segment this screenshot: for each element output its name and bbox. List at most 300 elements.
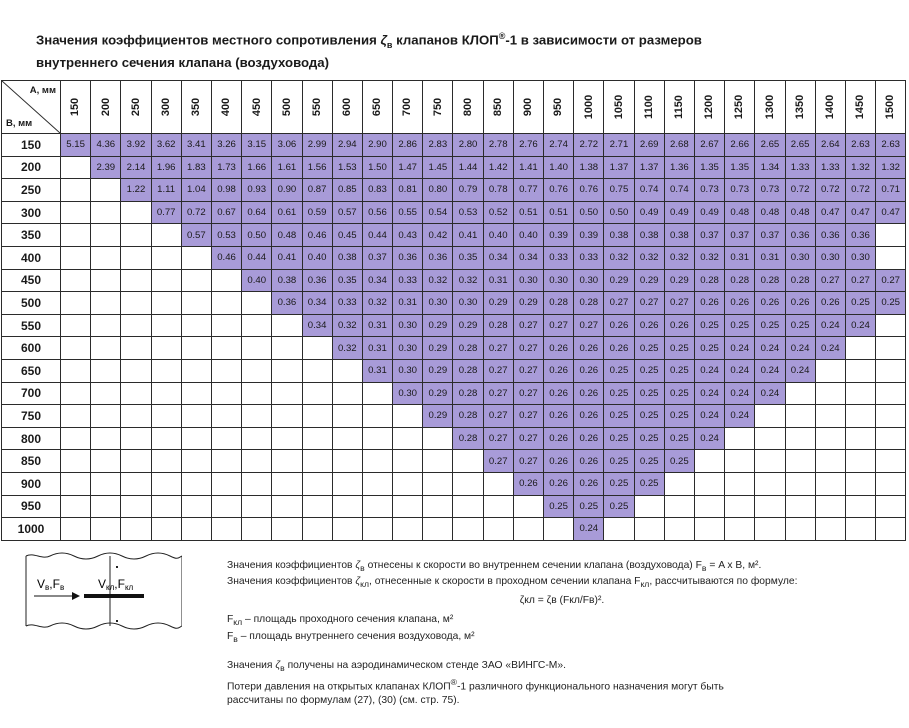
- value-cell: 0.24: [785, 359, 815, 382]
- empty-cell: [61, 382, 91, 405]
- empty-cell: [845, 337, 875, 360]
- column-header: [604, 81, 634, 134]
- value-cell: 1.56: [302, 156, 332, 179]
- empty-cell: [755, 495, 785, 518]
- value-cell: 0.30: [845, 246, 875, 269]
- empty-cell: [362, 382, 392, 405]
- value-cell: 1.53: [332, 156, 362, 179]
- column-header-label: 650: [371, 97, 384, 117]
- empty-cell: [61, 472, 91, 495]
- value-cell: 1.73: [211, 156, 241, 179]
- value-cell: 0.51: [544, 201, 574, 224]
- value-cell: 1.40: [544, 156, 574, 179]
- empty-cell: [362, 472, 392, 495]
- empty-cell: [151, 450, 181, 473]
- empty-cell: [362, 495, 392, 518]
- value-cell: 0.30: [423, 292, 453, 315]
- empty-cell: [121, 314, 151, 337]
- column-header: [151, 81, 181, 134]
- empty-cell: [302, 450, 332, 473]
- value-cell: 0.37: [755, 224, 785, 247]
- value-cell: 0.25: [785, 314, 815, 337]
- table-row: [2, 405, 906, 428]
- table-row: [2, 427, 906, 450]
- note-paragraph: Потери давления на открытых клапанах КЛОП®-1 различного функционального назначения могут быть: [227, 676, 724, 693]
- empty-cell: [393, 427, 423, 450]
- empty-cell: [393, 472, 423, 495]
- value-cell: 0.40: [483, 224, 513, 247]
- value-cell: 0.43: [393, 224, 423, 247]
- column-header: [272, 81, 302, 134]
- value-cell: 0.48: [785, 201, 815, 224]
- value-cell: 0.27: [513, 337, 543, 360]
- value-cell: 0.28: [785, 269, 815, 292]
- value-cell: 0.71: [876, 179, 906, 202]
- duct-top-wall: [26, 553, 182, 559]
- empty-cell: [876, 246, 906, 269]
- column-axis-label: А, мм: [29, 85, 56, 96]
- row-header: 900: [2, 472, 61, 495]
- value-cell: 0.31: [362, 314, 392, 337]
- empty-cell: [242, 314, 272, 337]
- value-cell: 0.57: [332, 201, 362, 224]
- column-header-label: 1250: [733, 94, 746, 120]
- definition-fkl: $F_{кл}$ – площадь проходного сечения клапана, м²: [227, 614, 454, 628]
- value-cell: 0.25: [664, 337, 694, 360]
- empty-cell: [242, 472, 272, 495]
- empty-cell: [845, 382, 875, 405]
- empty-cell: [815, 359, 845, 382]
- empty-cell: [302, 518, 332, 541]
- value-cell: 0.25: [694, 337, 724, 360]
- row-header: 1000: [2, 518, 61, 541]
- value-cell: 0.28: [453, 427, 483, 450]
- empty-cell: [61, 450, 91, 473]
- empty-cell: [91, 450, 121, 473]
- column-header: [725, 81, 755, 134]
- value-cell: 4.36: [91, 134, 121, 157]
- empty-cell: [513, 518, 543, 541]
- empty-cell: [151, 405, 181, 428]
- empty-cell: [181, 269, 211, 292]
- value-cell: 0.30: [393, 359, 423, 382]
- value-cell: 0.26: [513, 472, 543, 495]
- table-row: [2, 269, 906, 292]
- value-cell: 0.37: [694, 224, 724, 247]
- value-cell: 0.34: [302, 314, 332, 337]
- row-axis-label: В, мм: [6, 118, 33, 129]
- empty-cell: [242, 405, 272, 428]
- value-cell: 1.38: [574, 156, 604, 179]
- empty-cell: [302, 472, 332, 495]
- empty-cell: [272, 382, 302, 405]
- value-cell: 0.80: [423, 179, 453, 202]
- valve-schematic: [24, 550, 182, 632]
- value-cell: 1.33: [815, 156, 845, 179]
- empty-cell: [544, 518, 574, 541]
- value-cell: 0.24: [574, 518, 604, 541]
- value-cell: 0.39: [574, 224, 604, 247]
- value-cell: 0.26: [544, 337, 574, 360]
- empty-cell: [513, 495, 543, 518]
- empty-cell: [393, 495, 423, 518]
- value-cell: 0.42: [423, 224, 453, 247]
- empty-cell: [393, 405, 423, 428]
- empty-cell: [242, 495, 272, 518]
- value-cell: 0.25: [604, 427, 634, 450]
- value-cell: 0.44: [362, 224, 392, 247]
- column-header-label: 1200: [703, 94, 716, 120]
- value-cell: 0.25: [664, 450, 694, 473]
- empty-cell: [242, 292, 272, 315]
- value-cell: 0.25: [755, 314, 785, 337]
- value-cell: 0.26: [544, 382, 574, 405]
- value-cell: 1.34: [755, 156, 785, 179]
- empty-cell: [91, 246, 121, 269]
- value-cell: 0.85: [332, 179, 362, 202]
- marker-dot-icon: [116, 620, 118, 622]
- empty-cell: [725, 495, 755, 518]
- value-cell: 1.11: [151, 179, 181, 202]
- value-cell: 0.27: [604, 292, 634, 315]
- column-header: [362, 81, 392, 134]
- empty-cell: [755, 450, 785, 473]
- row-header: 450: [2, 269, 61, 292]
- row-header: 700: [2, 382, 61, 405]
- value-cell: 0.26: [604, 337, 634, 360]
- value-cell: 0.25: [634, 405, 664, 428]
- empty-cell: [242, 427, 272, 450]
- table-corner-cell: [2, 81, 61, 134]
- value-cell: 0.73: [755, 179, 785, 202]
- column-header-label: 1300: [763, 94, 776, 120]
- empty-cell: [211, 427, 241, 450]
- valve-label: Vкл,Fкл: [98, 577, 134, 592]
- empty-cell: [755, 472, 785, 495]
- empty-cell: [211, 405, 241, 428]
- value-cell: 1.37: [634, 156, 664, 179]
- empty-cell: [181, 314, 211, 337]
- value-cell: 0.25: [574, 495, 604, 518]
- value-cell: 2.72: [574, 134, 604, 157]
- empty-cell: [483, 495, 513, 518]
- table-row: [2, 201, 906, 224]
- empty-cell: [332, 495, 362, 518]
- empty-cell: [332, 359, 362, 382]
- empty-cell: [151, 518, 181, 541]
- value-cell: 0.33: [574, 246, 604, 269]
- empty-cell: [845, 359, 875, 382]
- empty-cell: [755, 405, 785, 428]
- empty-cell: [91, 518, 121, 541]
- empty-cell: [272, 427, 302, 450]
- value-cell: 0.25: [876, 292, 906, 315]
- value-cell: 0.61: [272, 201, 302, 224]
- empty-cell: [604, 518, 634, 541]
- value-cell: 0.78: [483, 179, 513, 202]
- empty-cell: [453, 472, 483, 495]
- value-cell: 0.26: [544, 450, 574, 473]
- value-cell: 0.72: [845, 179, 875, 202]
- value-cell: 0.27: [483, 337, 513, 360]
- value-cell: 0.36: [785, 224, 815, 247]
- empty-cell: [815, 495, 845, 518]
- value-cell: 1.32: [876, 156, 906, 179]
- value-cell: 0.31: [483, 269, 513, 292]
- empty-cell: [876, 472, 906, 495]
- column-header-label: 1450: [854, 94, 867, 120]
- empty-cell: [876, 518, 906, 541]
- empty-cell: [242, 382, 272, 405]
- table-row: [2, 382, 906, 405]
- marker-dot-icon: [116, 566, 118, 568]
- empty-cell: [423, 518, 453, 541]
- empty-cell: [151, 292, 181, 315]
- value-cell: 0.34: [362, 269, 392, 292]
- empty-cell: [181, 472, 211, 495]
- empty-cell: [121, 292, 151, 315]
- value-cell: 2.14: [121, 156, 151, 179]
- value-cell: 0.76: [574, 179, 604, 202]
- value-cell: 1.45: [423, 156, 453, 179]
- empty-cell: [664, 472, 694, 495]
- empty-cell: [91, 405, 121, 428]
- value-cell: 0.32: [634, 246, 664, 269]
- column-header-label: 150: [69, 97, 82, 117]
- value-cell: 0.28: [453, 405, 483, 428]
- note-paragraph: Значения $\zeta_в$ получены на аэродинамическом стенде ЗАО «ВИНГС-М».: [227, 660, 566, 674]
- table-row: [2, 495, 906, 518]
- empty-cell: [272, 314, 302, 337]
- empty-cell: [121, 450, 151, 473]
- value-cell: 0.25: [664, 405, 694, 428]
- value-cell: 0.25: [664, 427, 694, 450]
- empty-cell: [785, 472, 815, 495]
- empty-cell: [91, 292, 121, 315]
- value-cell: 2.63: [845, 134, 875, 157]
- value-cell: 0.32: [604, 246, 634, 269]
- column-header-label: 1050: [612, 94, 625, 120]
- value-cell: 0.28: [725, 269, 755, 292]
- value-cell: 0.74: [634, 179, 664, 202]
- value-cell: 0.29: [604, 269, 634, 292]
- value-cell: 2.64: [815, 134, 845, 157]
- column-header: [423, 81, 453, 134]
- value-cell: 0.37: [362, 246, 392, 269]
- empty-cell: [362, 405, 392, 428]
- empty-cell: [876, 337, 906, 360]
- column-header: [694, 81, 724, 134]
- column-header: [513, 81, 543, 134]
- value-cell: 0.27: [483, 382, 513, 405]
- value-cell: 0.29: [634, 269, 664, 292]
- value-cell: 0.40: [513, 224, 543, 247]
- empty-cell: [121, 246, 151, 269]
- value-cell: 0.87: [302, 179, 332, 202]
- column-header: [302, 81, 332, 134]
- value-cell: 0.28: [755, 269, 785, 292]
- value-cell: 1.61: [272, 156, 302, 179]
- value-cell: 0.47: [876, 201, 906, 224]
- empty-cell: [181, 246, 211, 269]
- value-cell: 0.25: [604, 472, 634, 495]
- column-header: [61, 81, 91, 134]
- value-cell: 0.25: [544, 495, 574, 518]
- empty-cell: [755, 427, 785, 450]
- value-cell: 0.29: [664, 269, 694, 292]
- column-header-label: 400: [220, 97, 233, 117]
- row-header: 250: [2, 179, 61, 202]
- row-header: 500: [2, 292, 61, 315]
- empty-cell: [181, 427, 211, 450]
- column-header: [242, 81, 272, 134]
- empty-cell: [362, 450, 392, 473]
- empty-cell: [61, 337, 91, 360]
- value-cell: 0.27: [513, 382, 543, 405]
- value-cell: 0.25: [694, 314, 724, 337]
- value-cell: 2.94: [332, 134, 362, 157]
- empty-cell: [151, 337, 181, 360]
- value-cell: 0.77: [151, 201, 181, 224]
- value-cell: 0.83: [362, 179, 392, 202]
- value-cell: 0.26: [574, 382, 604, 405]
- empty-cell: [121, 427, 151, 450]
- value-cell: 0.64: [242, 201, 272, 224]
- value-cell: 0.29: [423, 337, 453, 360]
- column-header-label: 900: [522, 97, 535, 117]
- empty-cell: [61, 359, 91, 382]
- empty-cell: [61, 201, 91, 224]
- empty-cell: [876, 382, 906, 405]
- value-cell: 0.26: [544, 405, 574, 428]
- value-cell: 0.38: [272, 269, 302, 292]
- value-cell: 3.26: [211, 134, 241, 157]
- value-cell: 0.49: [634, 201, 664, 224]
- column-header-label: 1150: [673, 95, 686, 119]
- empty-cell: [242, 359, 272, 382]
- value-cell: 1.96: [151, 156, 181, 179]
- empty-cell: [211, 314, 241, 337]
- row-header: 750: [2, 405, 61, 428]
- empty-cell: [181, 382, 211, 405]
- empty-cell: [181, 337, 211, 360]
- value-cell: 2.65: [785, 134, 815, 157]
- value-cell: 2.83: [423, 134, 453, 157]
- value-cell: 3.92: [121, 134, 151, 157]
- value-cell: 0.32: [694, 246, 724, 269]
- empty-cell: [91, 224, 121, 247]
- empty-cell: [815, 472, 845, 495]
- value-cell: 0.57: [181, 224, 211, 247]
- value-cell: 0.81: [393, 179, 423, 202]
- value-cell: 0.67: [211, 201, 241, 224]
- value-cell: 0.56: [362, 201, 392, 224]
- empty-cell: [876, 405, 906, 428]
- value-cell: 0.24: [845, 314, 875, 337]
- column-header: [181, 81, 211, 134]
- empty-cell: [725, 472, 755, 495]
- column-header: [393, 81, 423, 134]
- empty-cell: [61, 179, 91, 202]
- empty-cell: [785, 518, 815, 541]
- value-cell: 0.25: [725, 314, 755, 337]
- value-cell: 0.36: [393, 246, 423, 269]
- empty-cell: [302, 382, 332, 405]
- empty-cell: [694, 518, 724, 541]
- column-header-label: 1100: [643, 95, 656, 119]
- value-cell: 0.27: [876, 269, 906, 292]
- empty-cell: [785, 405, 815, 428]
- column-header: [544, 81, 574, 134]
- value-cell: 1.44: [453, 156, 483, 179]
- table-row: [2, 450, 906, 473]
- column-header-label: 1000: [582, 94, 595, 120]
- value-cell: 0.98: [211, 179, 241, 202]
- value-cell: 0.73: [694, 179, 724, 202]
- value-cell: 0.24: [725, 382, 755, 405]
- value-cell: 0.24: [755, 382, 785, 405]
- column-header: [755, 81, 785, 134]
- notes-block: [227, 559, 897, 707]
- value-cell: 0.38: [664, 224, 694, 247]
- value-cell: 0.33: [332, 292, 362, 315]
- empty-cell: [151, 427, 181, 450]
- value-cell: 0.26: [544, 427, 574, 450]
- empty-cell: [423, 472, 453, 495]
- value-cell: 0.25: [634, 427, 664, 450]
- row-header: 800: [2, 427, 61, 450]
- value-cell: 0.30: [393, 382, 423, 405]
- empty-cell: [483, 518, 513, 541]
- value-cell: 0.48: [272, 224, 302, 247]
- table-row: [2, 337, 906, 360]
- value-cell: 0.54: [423, 201, 453, 224]
- note-paragraph: рассчитаны по формулам (27), (30) (см. стр. 75).: [227, 694, 460, 706]
- value-cell: 0.25: [664, 359, 694, 382]
- empty-cell: [272, 359, 302, 382]
- value-cell: 0.28: [453, 337, 483, 360]
- value-cell: 1.41: [513, 156, 543, 179]
- empty-cell: [332, 518, 362, 541]
- value-cell: 0.24: [694, 382, 724, 405]
- value-cell: 0.31: [725, 246, 755, 269]
- empty-cell: [61, 427, 91, 450]
- column-header-label: 300: [160, 97, 173, 117]
- value-cell: 0.33: [544, 246, 574, 269]
- value-cell: 0.24: [755, 359, 785, 382]
- value-cell: 0.46: [211, 246, 241, 269]
- value-cell: 0.29: [423, 359, 453, 382]
- empty-cell: [393, 518, 423, 541]
- column-header-label: 950: [552, 97, 565, 117]
- column-header-label: 600: [341, 97, 354, 117]
- value-cell: 0.25: [634, 359, 664, 382]
- empty-cell: [845, 495, 875, 518]
- value-cell: 0.26: [544, 359, 574, 382]
- empty-cell: [181, 450, 211, 473]
- note-paragraph: Значения коэффициентов $\zeta_{кл}$, отнесенные к скорости в проходном сечении клапана $F_{кл}$, рассчитываются по формуле:: [227, 576, 798, 590]
- column-header: [91, 81, 121, 134]
- value-cell: 2.90: [362, 134, 392, 157]
- empty-cell: [725, 450, 755, 473]
- row-header: 850: [2, 450, 61, 473]
- empty-cell: [121, 382, 151, 405]
- value-cell: 0.28: [483, 314, 513, 337]
- value-cell: 3.15: [242, 134, 272, 157]
- value-cell: 0.35: [332, 269, 362, 292]
- table-row: [2, 518, 906, 541]
- empty-cell: [876, 495, 906, 518]
